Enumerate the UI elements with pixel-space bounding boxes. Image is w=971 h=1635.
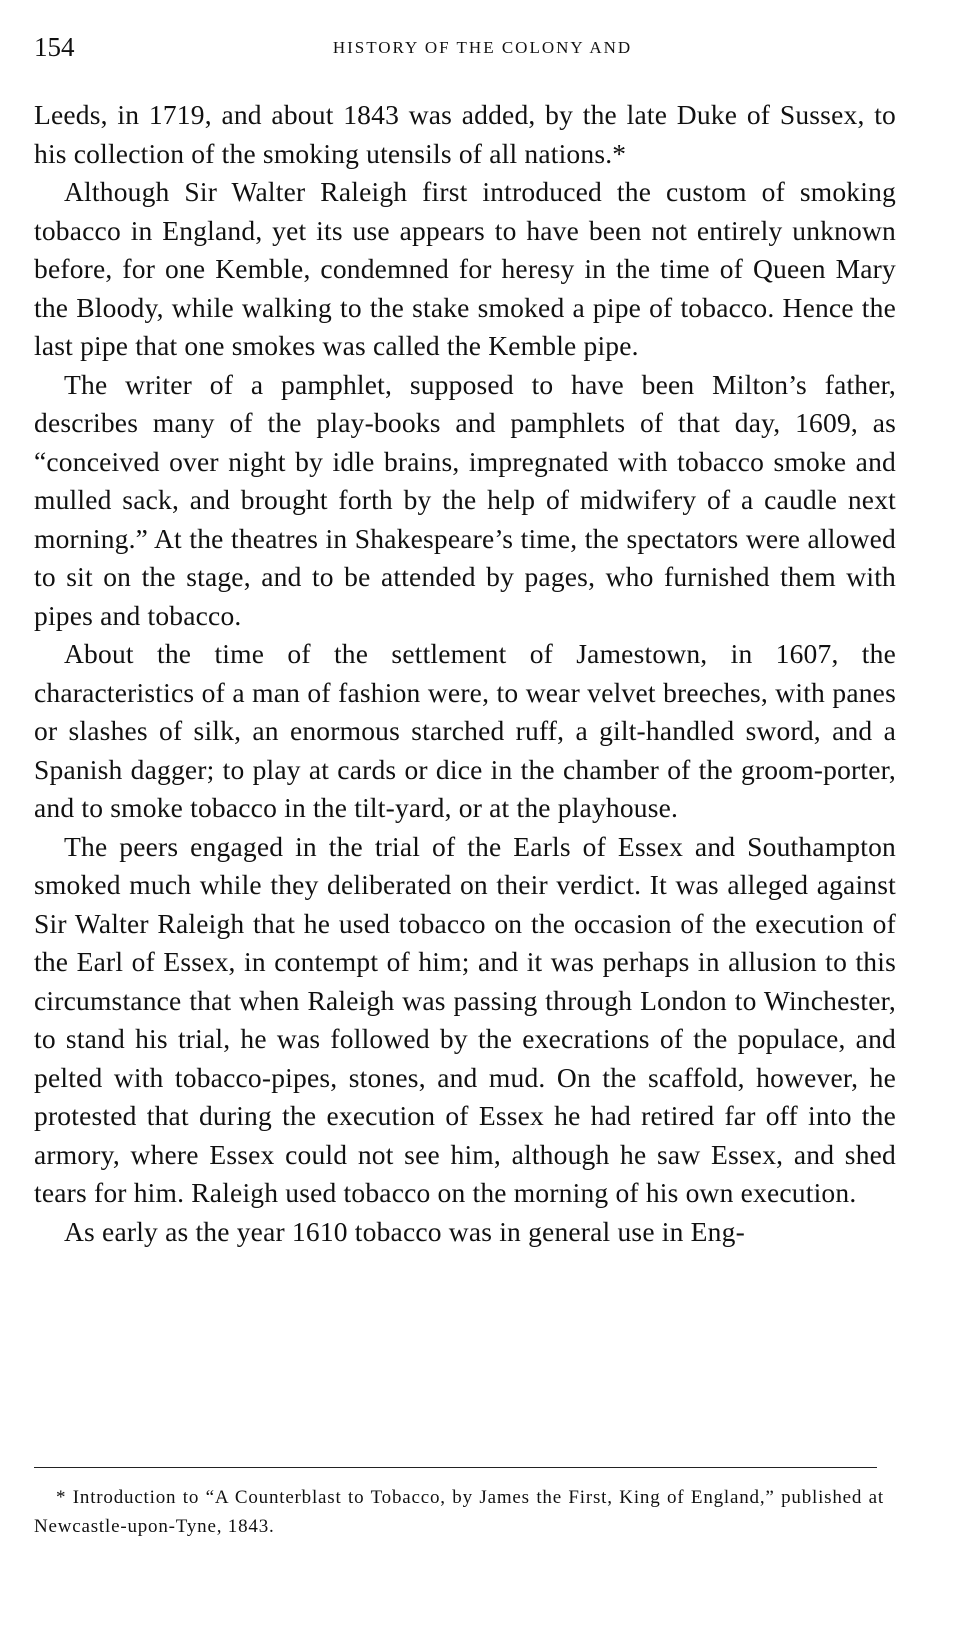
body-text	[34, 96, 896, 1251]
paragraph-jamestown-fashion: About the time of the settlement of Jamestown, in 1607, the characteristics of a man of fashion were, to wear velvet breeches, with panes or slashes of silk, an enormous starched ruff, a gilt-handled sword, and a Spanish dagger; to play at cards or dice in the chamber of the groom-porter, and to smoke tobacco in the tilt-yard, or at the playhouse.	[34, 638, 896, 823]
paragraph-raleigh-kemble: Although Sir Walter Raleigh first introduced the custom of smoking tobacco in England, yet its use appears to have been not entirely unknown before, for one Kemble, condemned for heresy in the time of Queen Mary the Bloody, while walking to the stake smoked a pipe of tobacco. Hence the last pipe that one smokes was called the Kemble pipe.	[34, 176, 896, 361]
footnote-divider	[34, 1467, 877, 1468]
paragraph-1610: As early as the year 1610 tobacco was in general use in Eng-	[64, 1215, 745, 1247]
page-header	[34, 30, 931, 64]
paragraph-pamphlet: The writer of a pamphlet, supposed to have been Milton’s father, describes many of the play-books and pamphlets of that day, 1609, as “conceived over night by idle brains, impregnated with tobacco smoke and mulled sack, and brought forth by the help of midwifery of a caudle next morning.” At the theatres in Shakespeare’s time, the spectators were allowed to sit on the stage, and to be attended by pages, who furnished them with pipes and tobacco.	[34, 368, 896, 631]
footnote: * Introduction to “A Counterblast to Tobacco, by James the First, King of England,” published at Newcastle-upon-Tyne, 1843.	[34, 1487, 884, 1537]
page-number: 154	[34, 32, 75, 62]
running-title: HISTORY OF THE COLONY AND	[332, 38, 633, 57]
paragraph-trial-essex: The peers engaged in the trial of the Earls of Essex and Southampton smoked much while they deliberated on their verdict. It was alleged against Sir Walter Raleigh that he used tobacco on the occasion of the execution of the Earl of Essex, in contempt of him; and it was perhaps in allusion to this circumstance that when Raleigh was passing through London to Winchester, to stand his trial, he was followed by the execrations of the populace, and pelted with tobacco-pipes, stones, and mud. On the scaffold, however, he protested that during the execution of Essex he had retired far off into the armory, where Essex could not see him, although he saw Essex, and shed tears for him. Raleigh used tobacco on the morning of his own execution.	[34, 830, 896, 1208]
paragraph-continued: Leeds, in 1719, and about 1843 was added, by the late Duke of Sussex, to his collection of the smoking utensils of all nations.*	[34, 99, 896, 169]
